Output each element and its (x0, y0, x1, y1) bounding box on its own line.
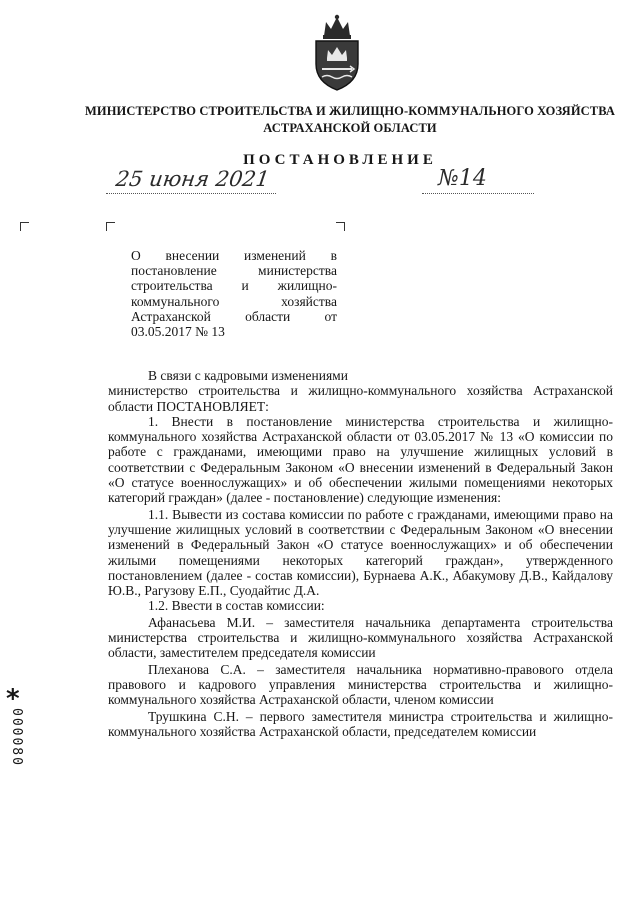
body-paragraph-item-1-2: 1.2. Ввести в состав комиссии: (148, 598, 325, 614)
subject-line: строительства и жилищно- (131, 278, 337, 294)
corner-bracket-subject-left (106, 222, 115, 231)
body-paragraph-resolves: министерство строительства и жилищно-коммунального хозяйства Астраханской области ПОСТАНОВЛЯЕТ: (108, 383, 613, 414)
side-document-code: 000080 (9, 708, 24, 767)
number-underline (422, 193, 534, 194)
side-asterisk-mark: * (6, 684, 20, 714)
corner-bracket-left (20, 222, 29, 231)
subject-line: О внесении изменений в (131, 248, 337, 263)
subject-line: Астраханской области от (131, 308, 337, 324)
date-underline (106, 193, 276, 194)
body-paragraph-member-trushkin: Трушкина С.Н. – первого заместителя министра строительства и жилищно-коммунального хозяйства Астраханской области, председателем комиссии (108, 708, 613, 739)
body-paragraph-member-afanasyev: Афанасьева М.И. – заместителя начальника департамента строительства министерства строительства и жилищно-коммунального хозяйства Астраханской области, заместителем председателя комиссии (108, 614, 613, 661)
body-paragraph-preamble: В связи с кадровыми изменениями (148, 368, 348, 383)
body-paragraph-item-1: 1. Внести в постановление министерства строительства и жилищно-коммунального хозяйства Астраханской области от 03.05.2017 № 13 «О комиссии по работе с гражданами, имеющими право на улучшение жилищных условий в соответствии с Федеральным Законом «О внесении изменений в Федеральный Закон «О статусе военнослужащих» и об обеспечении жилыми помещениями некоторых категорий граждан» (далее - постановление) следующие изменения: (108, 413, 613, 506)
body-paragraph-item-1-1: 1.1. Вывести из состава комиссии по работе с гражданами, имеющими право на улучшение жилищных условий в соответствии с Федеральным Законом «О внесении изменений в Федеральный Закон «О статусе военнослужащих» и об обеспечении жилыми помещениями некоторых категорий граждан», утвержденного постановлением (далее - состав комиссии), Бурнаева А.К., Абакумову Д.В., Кайдалову Ю.В., Рагузову Е.П., Суодайтис Д.А. (108, 506, 613, 599)
document-body (108, 368, 613, 739)
document-type-title: ПОСТАНОВЛЕНИЕ (243, 152, 437, 168)
subject-line: 03.05.2017 № 13 (131, 323, 225, 339)
handwritten-date: 25 июня 2021 (114, 167, 271, 191)
subject-line: постановление министерства (131, 263, 337, 279)
ministry-name-line1: МИНИСТЕРСТВО СТРОИТЕЛЬСТВА И ЖИЛИЩНО-КОММУНАЛЬНОГО ХОЗЯЙСТВА (85, 104, 615, 118)
handwritten-number: №14 (438, 166, 487, 191)
ministry-name-line2: АСТРАХАНСКОЙ ОБЛАСТИ (263, 121, 437, 135)
body-paragraph-member-plekhanov: Плеханова С.А. – заместителя начальника нормативно-правового отдела правового и кадрового управления министерства строительства и жилищно-коммунального хозяйства Астраханской области, членом комиссии (108, 661, 613, 708)
corner-bracket-subject-right (336, 222, 345, 231)
document-subject (131, 248, 337, 339)
astrakhan-coat-of-arms-icon (308, 14, 366, 92)
subject-line: коммунального хозяйства (131, 293, 337, 309)
